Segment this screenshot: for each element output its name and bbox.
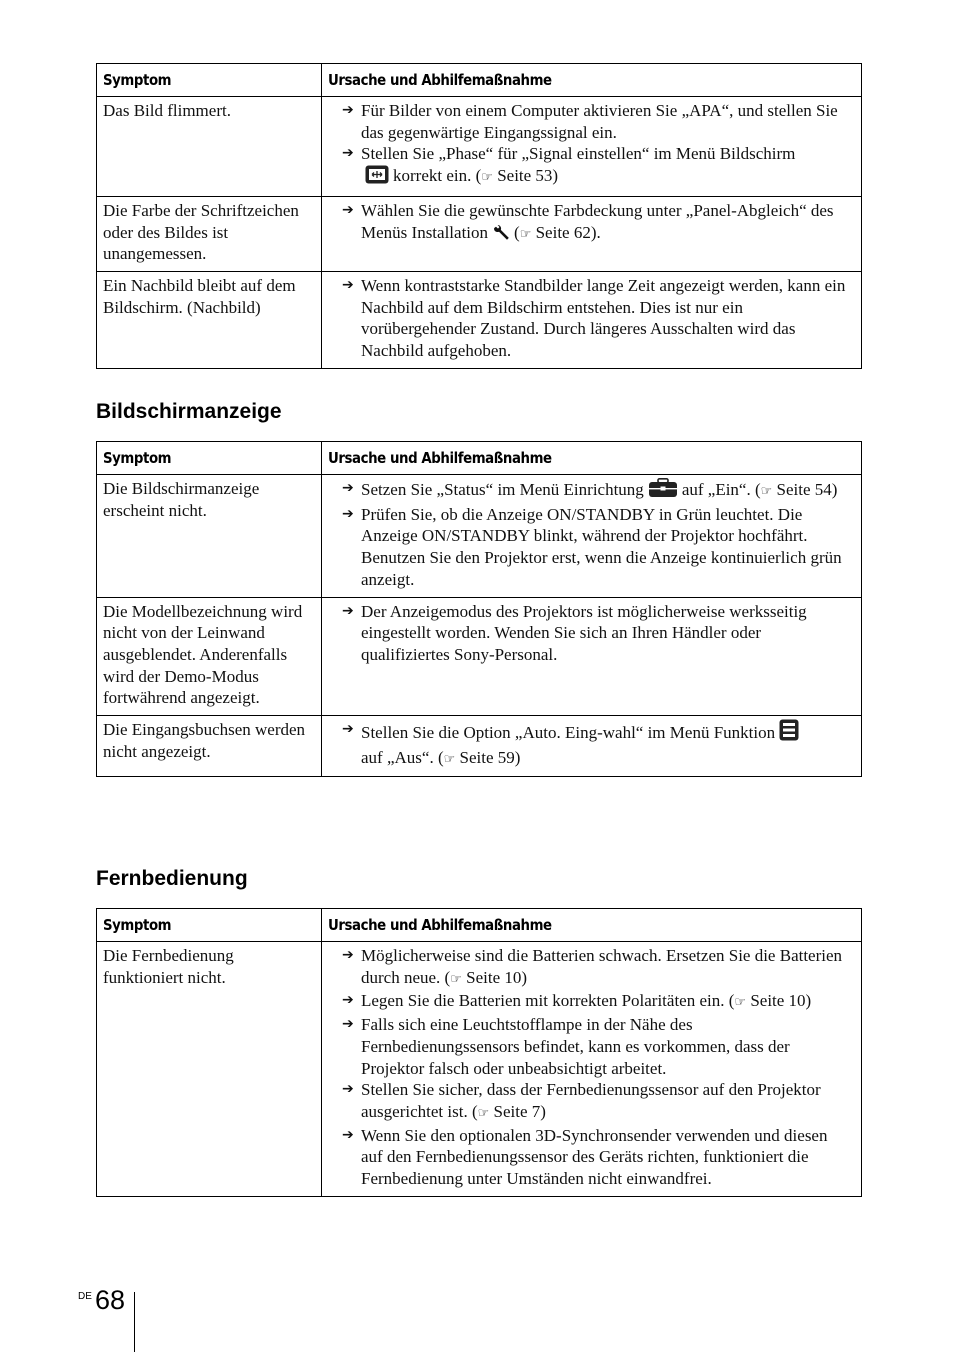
language-code: DE bbox=[78, 1291, 92, 1302]
cause-cell bbox=[322, 716, 862, 777]
section-title-fernbedienung: Fernbedienung bbox=[96, 867, 248, 890]
remedy-step: ➔ Für Bilder von einem Computer aktivieren Sie „APA“, und stellen Sie das gegenwärtige Eingangssignal ein. bbox=[342, 101, 838, 142]
header-symptom: Symptom bbox=[97, 909, 322, 942]
cause-cell bbox=[322, 475, 862, 598]
header-symptom: Symptom bbox=[97, 442, 322, 475]
symptom-cell: Die Fernbedienung funktioniert nicht. bbox=[97, 942, 322, 1197]
troubleshooting-table-picture bbox=[96, 63, 862, 369]
symptom-cell: Die Modellbezeichnung wird nicht von der Leinwand ausgeblendet. Anderenfalls wird der Demo-Modus fortwährend angezeigt. bbox=[97, 597, 322, 716]
remedy-step: ➔ Stellen Sie die Option „Auto. Eing-wahl“ im Menü Funktion auf „Aus“. (☞ Seite 59) bbox=[342, 719, 853, 770]
remedy-step: ➔ Falls sich eine Leuchtstofflampe in der Nähe des Fernbedienungssensors befindet, kann es vorkommen, dass der Projektor falsch oder unbeabsichtigt arbeitet. bbox=[342, 1015, 790, 1078]
header-symptom: Symptom bbox=[97, 64, 322, 97]
remedy-step: ➔ Wählen Sie die gewünschte Farbdeckung unter „Panel-Abgleich“ des Menüs Installation (☞ Seite 62). bbox=[342, 200, 853, 246]
section-title-bildschirmanzeige: Bildschirmanzeige bbox=[96, 400, 282, 423]
troubleshooting-table-osd bbox=[96, 441, 862, 777]
remedy-step: ➔ Stellen Sie sicher, dass der Fernbedienungssensor auf den Projektor ausgerichtet ist. (☞ Seite 7) bbox=[342, 1080, 821, 1121]
table-header-row bbox=[97, 64, 862, 97]
symptom-cell: Ein Nachbild bleibt auf dem Bildschirm. (Nachbild) bbox=[97, 271, 322, 368]
page-number: 68 bbox=[95, 1285, 126, 1315]
table-header-row bbox=[97, 909, 862, 942]
footer-divider bbox=[134, 1292, 135, 1352]
cause-cell bbox=[322, 271, 862, 368]
cause-cell bbox=[322, 97, 862, 197]
toolbox-icon bbox=[648, 478, 678, 504]
header-cause: Ursache und Abhilfemaßnahme bbox=[322, 64, 862, 97]
cause-cell bbox=[322, 196, 862, 271]
table-row bbox=[97, 271, 862, 368]
symptom-cell: Die Eingangsbuchsen werden nicht angezeigt. bbox=[97, 716, 322, 777]
remedy-step: ➔ Prüfen Sie, ob die Anzeige ON/STANDBY in Grün leuchtet. Die Anzeige ON/STANDBY blinkt, während der Projektor hochfährt. Benutzen Sie den Projektor erst, wenn die Anzeige kontinuierlich grün anzeigt. bbox=[342, 504, 842, 589]
remedy-step: ➔ Legen Sie die Batterien mit korrekten Polaritäten ein. (☞ Seite 10) bbox=[342, 991, 812, 1011]
table-row bbox=[97, 597, 862, 716]
screen-menu-icon bbox=[365, 165, 389, 190]
cause-cell bbox=[322, 597, 862, 716]
troubleshooting-table-remote bbox=[96, 908, 862, 1197]
remedy-step: ➔ Stellen Sie „Phase“ für „Signal einstellen“ im Menü Bildschirm korrekt ein. (☞ Seite 53) bbox=[342, 143, 853, 189]
cause-cell bbox=[322, 942, 862, 1197]
remedy-step: ➔ Möglicherweise sind die Batterien schwach. Ersetzen Sie die Batterien durch neue. (☞ Seite 10) bbox=[342, 946, 843, 987]
table-row bbox=[97, 97, 862, 197]
remedy-step: ➔ Der Anzeigemodus des Projektors ist möglicherweise werksseitig eingestellt worden. Wenden Sie sich an Ihren Händler oder qualifiziertes Sony-Personal. bbox=[342, 601, 807, 664]
symptom-cell: Das Bild flimmert. bbox=[97, 97, 322, 197]
function-menu-icon bbox=[779, 719, 799, 747]
table-row bbox=[97, 475, 862, 598]
table-row bbox=[97, 196, 862, 271]
remedy-step: ➔ Wenn kontraststarke Standbilder lange Zeit angezeigt werden, kann ein Nachbild auf dem Bildschirm entstehen. Dies ist nur ein vorübergehender Zustand. Durch längeres Ausschalten wird das Nachbild aufgehoben. bbox=[342, 275, 846, 361]
symptom-cell: Die Farbe der Schriftzeichen oder des Bildes ist unangemessen. bbox=[97, 196, 322, 271]
table-row bbox=[97, 942, 862, 1197]
remedy-step: ➔ Setzen Sie „Status“ im Menü Einrichtung auf „Ein“. (☞ Seite 54) bbox=[342, 478, 853, 504]
header-cause: Ursache und Abhilfemaßnahme bbox=[322, 442, 862, 475]
symptom-cell: Die Bildschirmanzeige erscheint nicht. bbox=[97, 475, 322, 598]
remedy-step: ➔ Wenn Sie den optionalen 3D-Synchronsender verwenden und diesen auf den Fernbedienungssensor des Geräts richten, funktioniert die Fernbedienung unter Umständen nicht einwandfrei. bbox=[342, 1125, 828, 1189]
table-row bbox=[97, 716, 862, 777]
wrench-icon bbox=[492, 225, 510, 247]
header-cause: Ursache und Abhilfemaßnahme bbox=[322, 909, 862, 942]
table-header-row bbox=[97, 442, 862, 475]
